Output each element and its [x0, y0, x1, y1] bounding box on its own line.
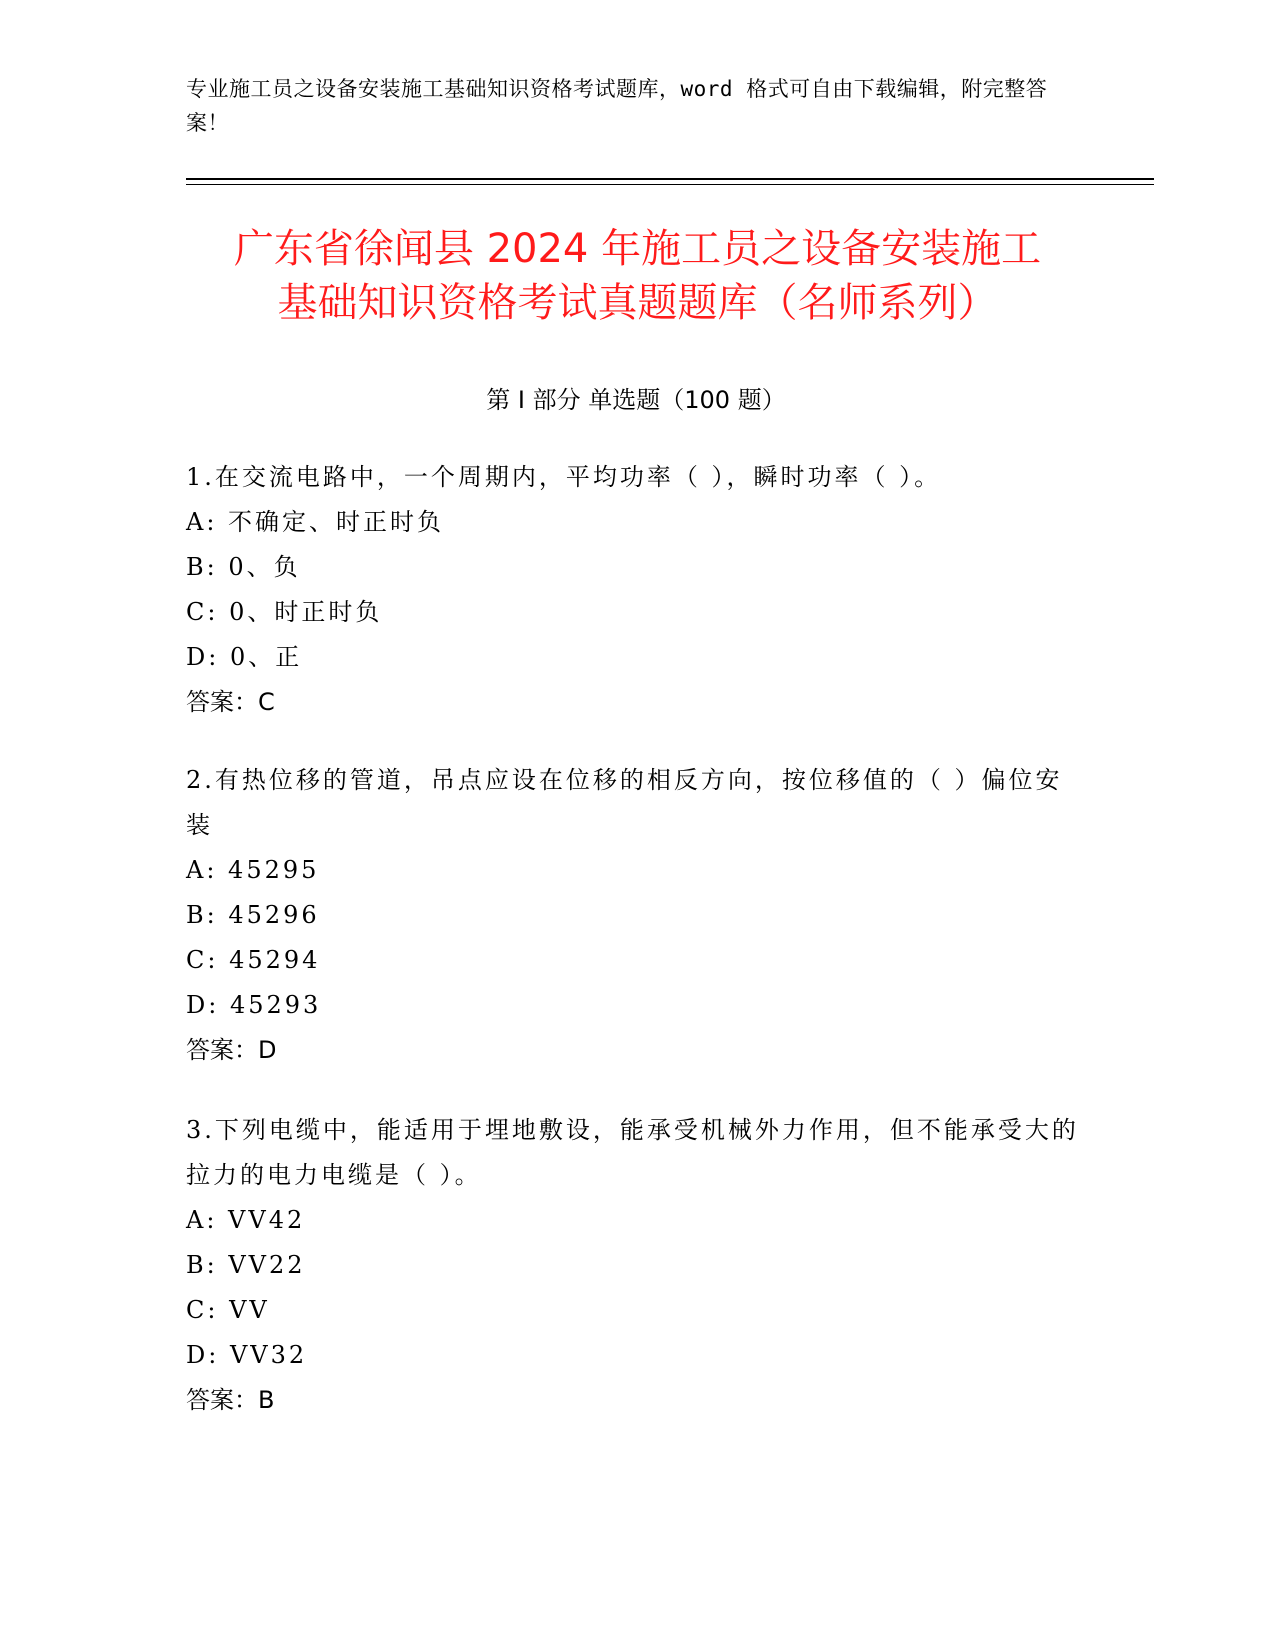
option-b: B: 45296: [186, 901, 320, 929]
option-c: C: VV: [186, 1296, 270, 1324]
header-divider-thick: [186, 178, 1154, 180]
option-d: D: 0、正: [186, 643, 303, 671]
option-d: D: VV32: [186, 1341, 308, 1369]
header-divider-thin: [186, 184, 1154, 185]
answer: 答案：D: [186, 1036, 277, 1064]
option-a: A: 45295: [186, 856, 320, 884]
question-1: [186, 455, 1086, 725]
answer: 答案：C: [186, 688, 275, 716]
option-c: C: 45294: [186, 946, 321, 974]
header-note: 专业施工员之设备安装施工基础知识资格考试题库，word 格式可自由下载编辑，附完整答案！: [186, 77, 1048, 135]
option-d: D: 45293: [186, 991, 322, 1019]
question-stem: 1.在交流电路中，一个周期内，平均功率（ ），瞬时功率（ ）。: [186, 463, 942, 491]
option-b: B: 0、负: [186, 553, 301, 581]
document-title: [150, 222, 1125, 330]
question-stem: 2.有热位移的管道，吊点应设在位移的相反方向，按位移值的（ ）偏位安装: [186, 766, 1063, 839]
option-c: C: 0、时正时负: [186, 598, 383, 626]
option-a: A: 不确定、时正时负: [186, 508, 445, 536]
document-title-line-2: 基础知识资格考试真题题库（名师系列）: [277, 280, 998, 326]
question-3: [186, 1108, 1086, 1423]
answer: 答案：B: [186, 1386, 275, 1414]
section-title: 第 I 部分 单选题（100 题）: [486, 386, 786, 414]
option-a: A: VV42: [186, 1206, 306, 1234]
question-2: [186, 758, 1086, 1073]
document-title-line-1: 广东省徐闻县 2024 年施工员之设备安装施工: [233, 226, 1042, 272]
option-b: B: VV22: [186, 1251, 306, 1279]
question-stem: 3.下列电缆中，能适用于埋地敷设，能承受机械外力作用，但不能承受大的拉力的电力电缆是（ ）。: [186, 1116, 1079, 1189]
